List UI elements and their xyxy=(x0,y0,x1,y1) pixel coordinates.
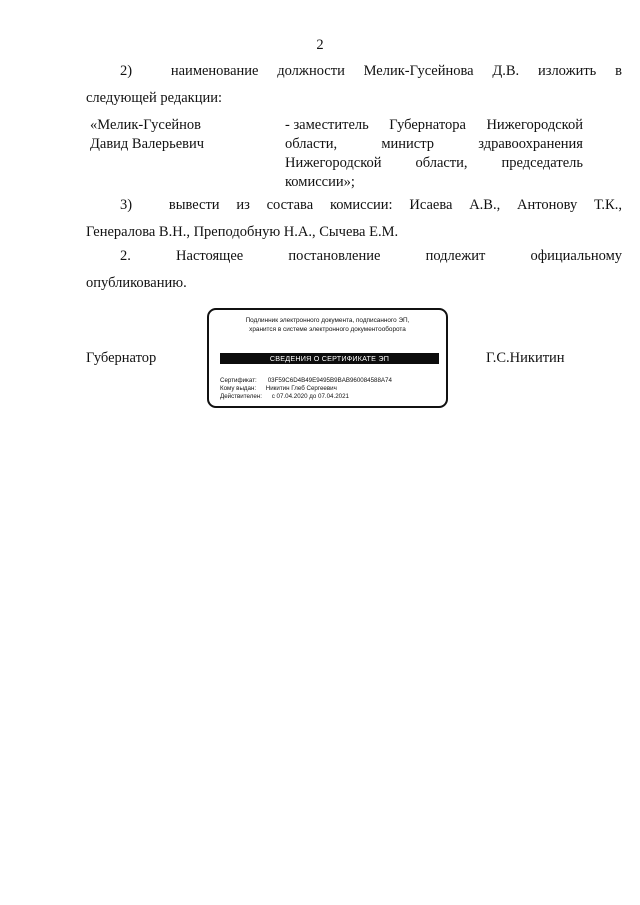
paragraph-item-3 xyxy=(86,192,622,246)
entry-word: - заместитель xyxy=(285,117,369,133)
item-3-word: Исаева xyxy=(409,197,453,213)
entry-word: Губернатора xyxy=(389,117,466,133)
point-2-line-2: опубликованию. xyxy=(86,275,187,291)
stamp-issued-label: Кому выдан: xyxy=(220,385,257,393)
point-2-word: Настоящее xyxy=(176,248,244,264)
stamp-certificate-info xyxy=(220,377,392,402)
entry-position-line-3 xyxy=(285,154,583,173)
point-2-word: официальному xyxy=(530,248,622,264)
item-2-number: 2) xyxy=(120,63,133,79)
item-3-line-1 xyxy=(86,192,622,219)
paragraph-item-2 xyxy=(86,58,622,112)
stamp-issued-value: Никитин Глеб Сергеевич xyxy=(265,385,337,393)
entry-position-line-4: комиссии»; xyxy=(285,174,355,190)
item-3-line-2: Генералова В.Н., Преподобную Н.А., Сычева Е.М. xyxy=(86,224,399,240)
signatory-position: Губернатор xyxy=(86,350,157,366)
item-2-word: наименование xyxy=(170,63,259,79)
page-number: 2 xyxy=(316,37,324,53)
item-2-word: Мелик-Гусейнова xyxy=(363,63,474,79)
paragraph-point-2 xyxy=(86,243,622,297)
entry-name-line-1: «Мелик-Гусейнов xyxy=(90,117,202,133)
entry-name-line-2: Давид Валерьевич xyxy=(90,136,205,152)
entry-position xyxy=(285,116,583,192)
entry-word: области, xyxy=(285,136,338,152)
item-2-word: изложить xyxy=(537,63,597,79)
item-3-word: А.В., xyxy=(469,197,501,213)
point-2-word: подлежит xyxy=(425,248,486,264)
stamp-valid-label: Действителен: xyxy=(220,393,262,401)
entry-position-line-1 xyxy=(285,116,583,135)
entry-position-line-2 xyxy=(285,135,583,154)
entry-word: Нижегородской xyxy=(285,155,382,171)
item-3-word: Антонову xyxy=(517,197,578,213)
point-2-word: постановление xyxy=(288,248,381,264)
item-3-word: Т.К., xyxy=(594,197,622,213)
stamp-issued-row xyxy=(220,385,392,393)
item-3-word: комиссии: xyxy=(329,197,393,213)
item-2-line-1 xyxy=(86,58,622,85)
signatory-name: Г.С.Никитин xyxy=(486,350,565,366)
entry-word: председатель xyxy=(501,155,583,171)
point-2-number: 2. xyxy=(120,248,131,264)
stamp-header-line-1: Подлинник электронного документа, подписанного ЭП, xyxy=(245,317,410,324)
point-2-line-1 xyxy=(86,243,622,270)
entry-word: министр xyxy=(381,136,434,152)
stamp-valid-row xyxy=(220,393,392,401)
item-3-word: состава xyxy=(266,197,314,213)
stamp-valid-value: с 07.04.2020 до 07.04.2021 xyxy=(271,393,349,401)
entry-word: области, xyxy=(415,155,468,171)
entry-word: здравоохранения xyxy=(478,136,583,152)
entry-word: Нижегородской xyxy=(486,117,583,133)
item-2-word: в xyxy=(615,63,622,79)
stamp-header-line-2: хранится в системе электронного документооборота xyxy=(249,325,406,333)
item-3-word: из xyxy=(236,197,250,213)
item-3-number: 3) xyxy=(120,197,133,213)
item-2-word: должности xyxy=(277,63,345,79)
stamp-cert-row xyxy=(220,377,392,385)
stamp-cert-label: Сертификат: xyxy=(220,377,257,384)
item-2-word: Д.В. xyxy=(492,63,520,79)
item-3-word: вывести xyxy=(168,197,220,213)
e-signature-stamp xyxy=(207,308,448,408)
stamp-cert-value: 03F59C6D4B49E9495B9BAB960084588A74 xyxy=(267,377,392,384)
stamp-certificate-bar: СВЕДЕНИЯ О СЕРТИФИКАТЕ ЭП xyxy=(220,353,439,364)
item-2-line-2: следующей редакции: xyxy=(86,90,223,106)
entry-name xyxy=(90,116,204,154)
stamp-header xyxy=(209,317,446,334)
